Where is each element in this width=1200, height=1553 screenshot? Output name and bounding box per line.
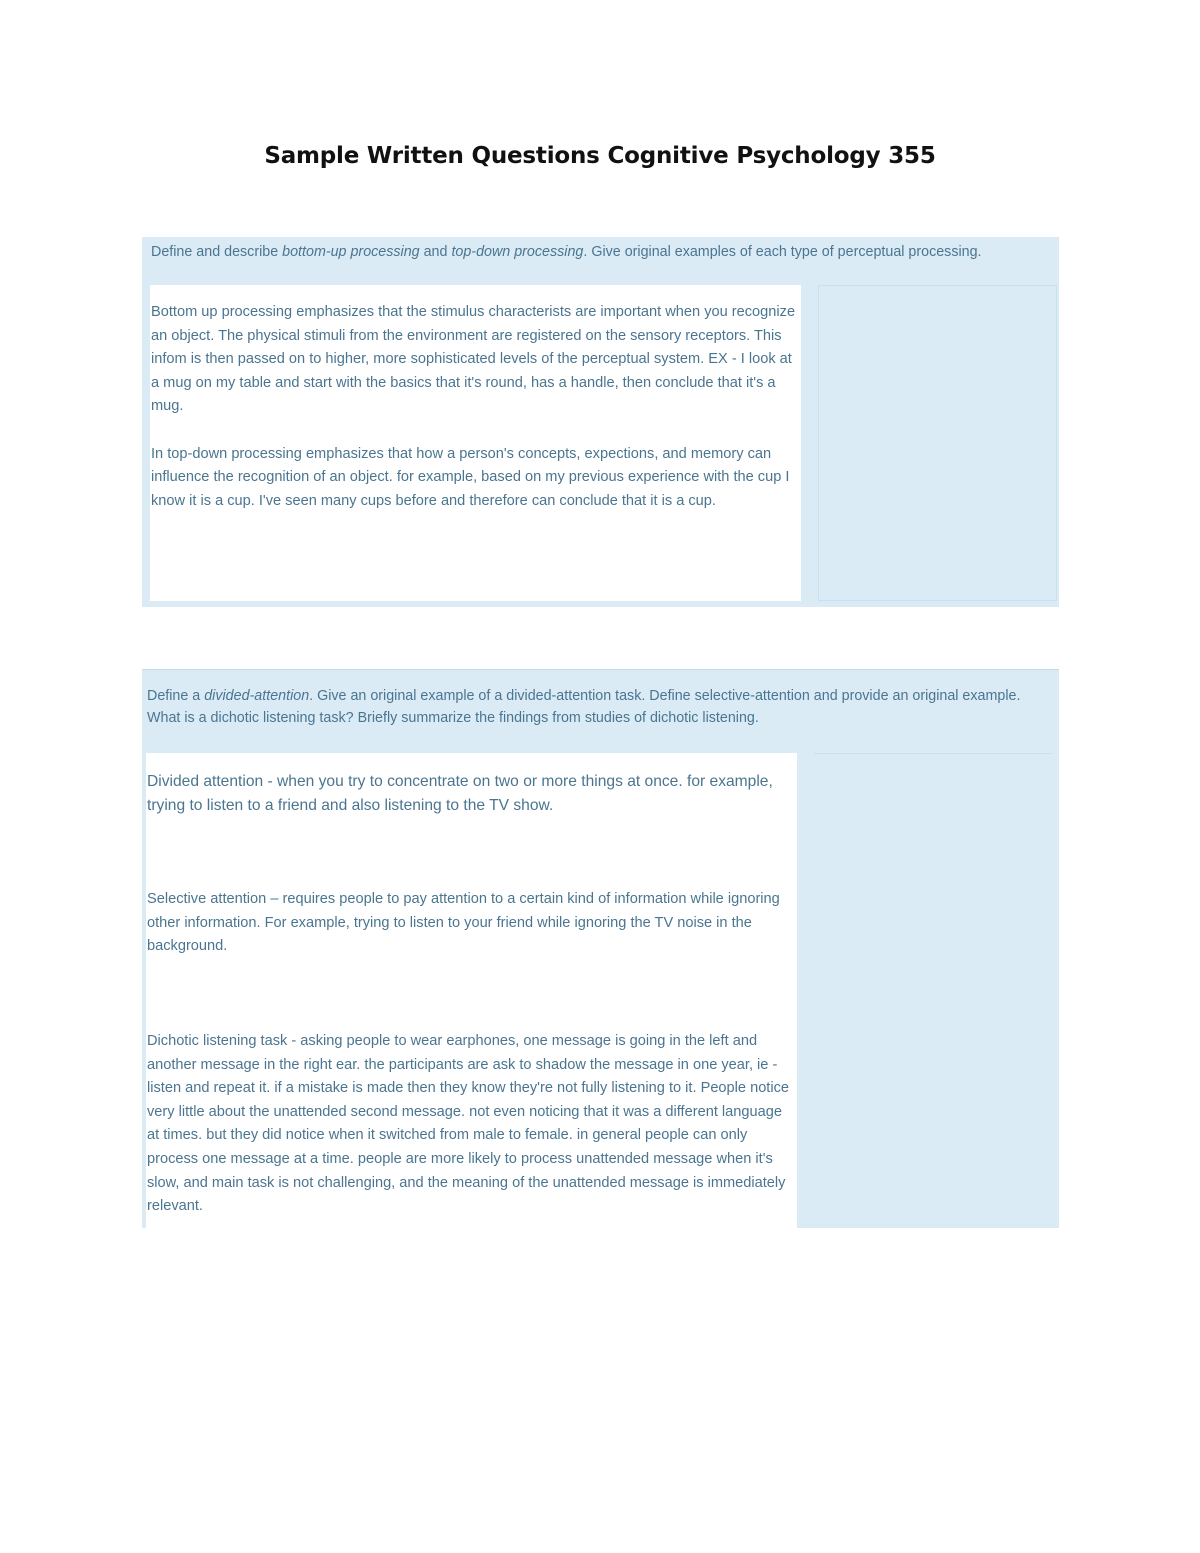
answer-dichotic-listening: Dichotic listening task - asking people to wear earphones, one message is going in the left and another message in the right ear. the participants are ask to shadow the message in one year, ie - listen and repeat it. if a mistake is made then they know they're not fully listening to it. People notice very little about the unattended second message. not even noticing that it was a different language at times. but they did notice when it switched from male to female. in general people can only process one message at a time. people are more likely to process unattended message when it's slow, and main task is not challenging, and the meaning of the unattended message is immediately relevant. bbox=[147, 1032, 790, 1215]
answer-divided-attention: Divided attention - when you try to concentrate on two or more things at once. for example, trying to listen to a friend and also listening to the TV show. bbox=[147, 773, 773, 814]
answer-bottom-up: Bottom up processing emphasizes that the stimulus characterists are important when you recognize an object. The physical stimuli from the environment are registered on the sensory receptors. This infom is then passed on to higher, more sophisticated levels of the perceptual system. EX - I look at a mug on my table and start with the basics that it's round, has a handle, then conclude that it's a mug. bbox=[151, 304, 796, 415]
term-bottom-up-processing: bottom-up processing bbox=[282, 244, 420, 260]
answer-box-2[interactable] bbox=[146, 753, 797, 1228]
term-divided-attention: divided-attention bbox=[204, 688, 310, 704]
question-block-1 bbox=[142, 237, 1059, 607]
question-prompt-1: Define and describe bottom-up processing and top-down processing. Give original examples of each type of perceptual processing. bbox=[151, 244, 982, 260]
answer-box-1[interactable] bbox=[150, 285, 801, 601]
answer-selective-attention: Selective attention – requires people to pay attention to a certain kind of information while ignoring other information. For example, trying to listen to your friend while ignoring the TV noise in the background. bbox=[147, 891, 780, 955]
question-block-2 bbox=[142, 669, 1059, 1228]
side-panel-1 bbox=[818, 285, 1057, 601]
term-top-down-processing: top-down processing bbox=[451, 244, 584, 260]
page-title: Sample Written Questions Cognitive Psychology 355 bbox=[264, 143, 936, 169]
question-prompt-2: Define a divided-attention. Give an original example of a divided-attention task. Define selective-attention and provide an original example. What is a dichotic listening task? Briefly summarize the findings from studies of dichotic listening. bbox=[147, 688, 1021, 726]
answer-top-down: In top-down processing emphasizes that how a person's concepts, expections, and memory can influence the recognition of an object. for example, based on my previous experience with the cup I know it is a cup. I've seen many cups before and therefore can conclude that it is a cup. bbox=[151, 445, 790, 509]
side-panel-2 bbox=[814, 753, 1053, 754]
